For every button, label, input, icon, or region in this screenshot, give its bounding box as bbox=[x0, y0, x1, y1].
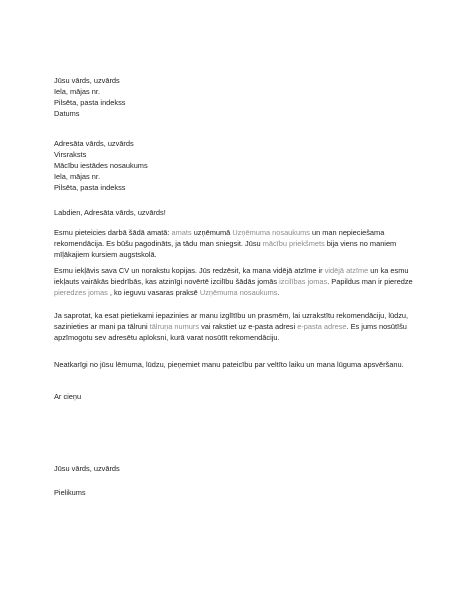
text-run: . Papildus man ir pieredze bbox=[327, 277, 413, 286]
text-run: . Es jums nosūtīšu apzīmogotu sev adresētu aploksni, kurā varat nosūtīt rekomendāciju. bbox=[54, 322, 407, 342]
salutation-text: Labdien, Adresāta vārds, uzvārds! bbox=[54, 208, 166, 217]
closing-text: Ar cieņu bbox=[54, 392, 82, 401]
text-run: Esmu pieteicies darbā šādā amatā: bbox=[54, 228, 172, 237]
paragraph-2 bbox=[54, 265, 416, 298]
text-run: Ja saprotat, ka esat pietiekami iepazinies ar manu izglītību un prasmēm, lai uzrakstītu rekomendāciju, lūdzu, sazinieties ar mani pa tālruni bbox=[54, 311, 409, 331]
text-run: uzņēmumā bbox=[191, 228, 233, 237]
paragraph-3 bbox=[54, 310, 416, 343]
signature-name: Jūsu vārds, uzvārds bbox=[54, 464, 120, 473]
paragraph-4 bbox=[54, 359, 416, 370]
text-run: Esmu iekļāvis sava CV un norakstu kopijas. Jūs redzēsit, ka mana vidējā atzīme ir bbox=[54, 266, 325, 275]
text-run: un ka esmu iekļauts vairākās biedrībās, kas atzinīgi novērtē izcilību šādās jomās bbox=[54, 266, 409, 286]
recipient-name: Adresāta vārds, uzvārds bbox=[54, 139, 134, 148]
text-run: vai rakstiet uz e-pasta adresi bbox=[199, 322, 298, 331]
paragraph-1 bbox=[54, 227, 416, 260]
closing bbox=[54, 391, 416, 402]
paragraph-1-text bbox=[54, 227, 416, 260]
placeholder-subject: mācību priekšmets bbox=[262, 239, 325, 248]
salutation bbox=[54, 207, 416, 218]
recipient-street: Iela, mājas nr. bbox=[54, 172, 101, 181]
sender-street: Iela, mājas nr. bbox=[54, 87, 101, 96]
recipient-title: Virsraksts bbox=[54, 150, 87, 159]
placeholder-excellence-areas: izcilības jomas bbox=[279, 277, 328, 286]
paragraph-4-text: Neatkarīgi no jūsu lēmuma, lūdzu, pieņemiet manu pateicību par veltīto laiku un mana lūguma apsvēršanu. bbox=[54, 360, 404, 369]
paragraph-3-text bbox=[54, 310, 416, 343]
paragraph-2-text bbox=[54, 265, 416, 298]
placeholder-company-name: Uzņēmuma nosaukums bbox=[199, 288, 278, 297]
placeholder-experience-areas: pieredzes jomas bbox=[54, 288, 108, 297]
enclosure-text: Pielikums bbox=[54, 488, 86, 497]
placeholder-gpa: vidējā atzīme bbox=[324, 266, 369, 275]
sender-city: Pilsēta, pasta indekss bbox=[54, 98, 126, 107]
recipient-city: Pilsēta, pasta indekss bbox=[54, 183, 126, 192]
recipient-school: Mācību iestādes nosaukums bbox=[54, 161, 148, 170]
text-run: un man nepieciešama rekomendācija. Es būšu pagodināts, ja tādu man sniegsit. Jūsu bbox=[54, 228, 385, 248]
placeholder-position: amats bbox=[171, 228, 192, 237]
placeholder-company-name: Uzņēmuma nosaukums bbox=[232, 228, 310, 237]
text-run: bija viens no maniem mīļākajiem kursiem augstskolā. bbox=[54, 239, 397, 259]
signature bbox=[54, 463, 416, 474]
recipient-address bbox=[54, 138, 416, 193]
sender-name: Jūsu vārds, uzvārds bbox=[54, 76, 120, 85]
letter-date: Datums bbox=[54, 109, 80, 118]
placeholder-email-address: e-pasta adrese bbox=[297, 322, 347, 331]
enclosure bbox=[54, 487, 416, 498]
placeholder-phone-number: tālruņa numurs bbox=[149, 322, 200, 331]
text-run: , ko ieguvu vasaras praksē bbox=[107, 288, 200, 297]
sender-address bbox=[54, 75, 416, 119]
text-run: . bbox=[277, 288, 280, 297]
